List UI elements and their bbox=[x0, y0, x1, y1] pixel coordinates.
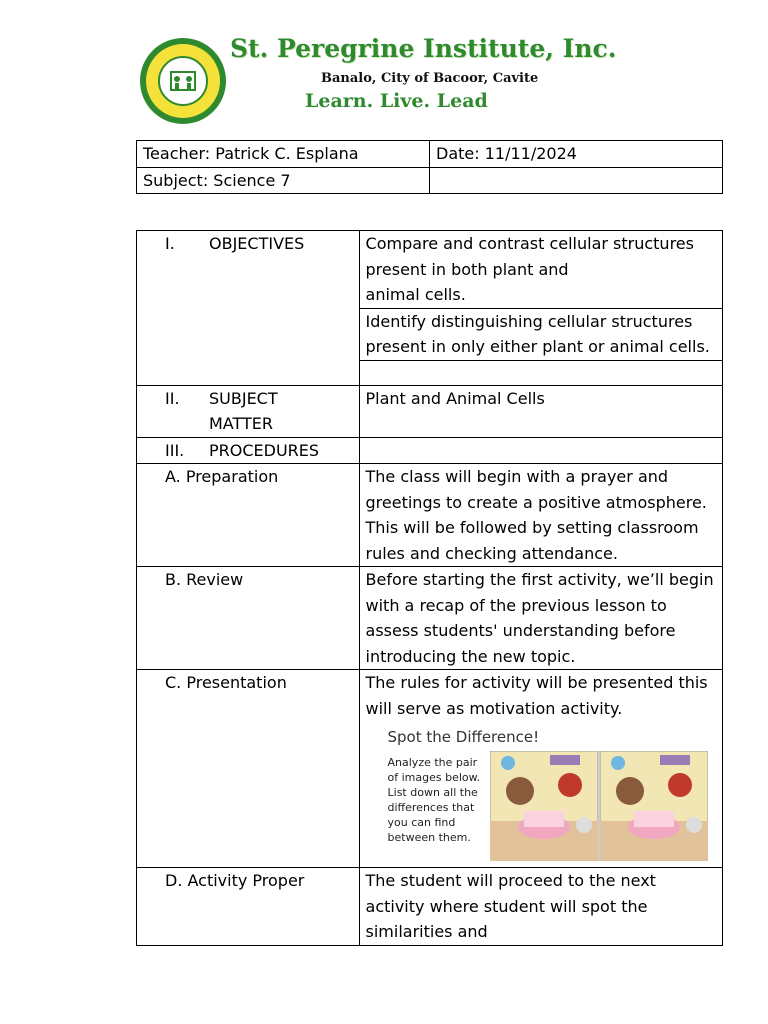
presentation-cell bbox=[359, 670, 722, 868]
school-address: Banalo, City of Bacoor, Cavite bbox=[321, 71, 539, 86]
objective-1: Compare and contrast cellular structures present in both plant and animal cells. bbox=[359, 231, 722, 309]
preparation-label: A. Preparation bbox=[137, 464, 360, 567]
procedures-heading: III. PROCEDURES bbox=[137, 437, 360, 464]
procedures-empty bbox=[359, 437, 722, 464]
review-text: Before starting the first activity, we’ll begin with a recap of the previous lesson to assess students' understanding before introducing the new topic. bbox=[359, 567, 722, 670]
teacher-cell: Teacher: Patrick C. Esplana bbox=[137, 141, 430, 168]
lesson-plan-table bbox=[136, 230, 723, 946]
activity-proper-text: The student will proceed to the next activity where student will spot the similarities and bbox=[359, 868, 722, 946]
subject-matter-value: Plant and Animal Cells bbox=[359, 385, 722, 437]
presentation-text: The rules for activity will be presented this will serve as motivation activity. bbox=[365, 673, 708, 718]
presentation-label: C. Presentation bbox=[137, 670, 360, 868]
spot-difference-image bbox=[490, 751, 708, 861]
date-cell: Date: 11/11/2024 bbox=[430, 141, 723, 168]
school-name: St. Peregrine Institute, Inc. bbox=[230, 34, 617, 63]
activity-proper-label: D. Activity Proper bbox=[137, 868, 360, 946]
school-motto: Learn. Live. Lead bbox=[305, 90, 488, 112]
spot-difference-activity bbox=[366, 725, 716, 865]
review-label: B. Review bbox=[137, 567, 360, 670]
objectives-heading: I. OBJECTIVES bbox=[137, 231, 360, 386]
objective-2: Identify distinguishing cellular structures present in only either plant or animal cells. bbox=[359, 308, 722, 360]
subject-matter-heading: II. SUBJECT MATTER bbox=[137, 385, 360, 437]
school-header bbox=[138, 34, 678, 130]
activity-title: Spot the Difference! bbox=[387, 728, 540, 746]
activity-description: Analyze the pair of images below. List down all the differences that you can find between them. bbox=[387, 756, 481, 844]
subject-cell: Subject: Science 7 bbox=[137, 167, 430, 194]
info-table bbox=[136, 140, 723, 194]
preparation-text: The class will begin with a prayer and greetings to create a positive atmosphere. This will be followed by setting classroom rules and checking attendance. bbox=[359, 464, 722, 567]
school-seal-icon bbox=[138, 36, 228, 126]
objective-empty bbox=[359, 360, 722, 385]
empty-cell bbox=[430, 167, 723, 194]
